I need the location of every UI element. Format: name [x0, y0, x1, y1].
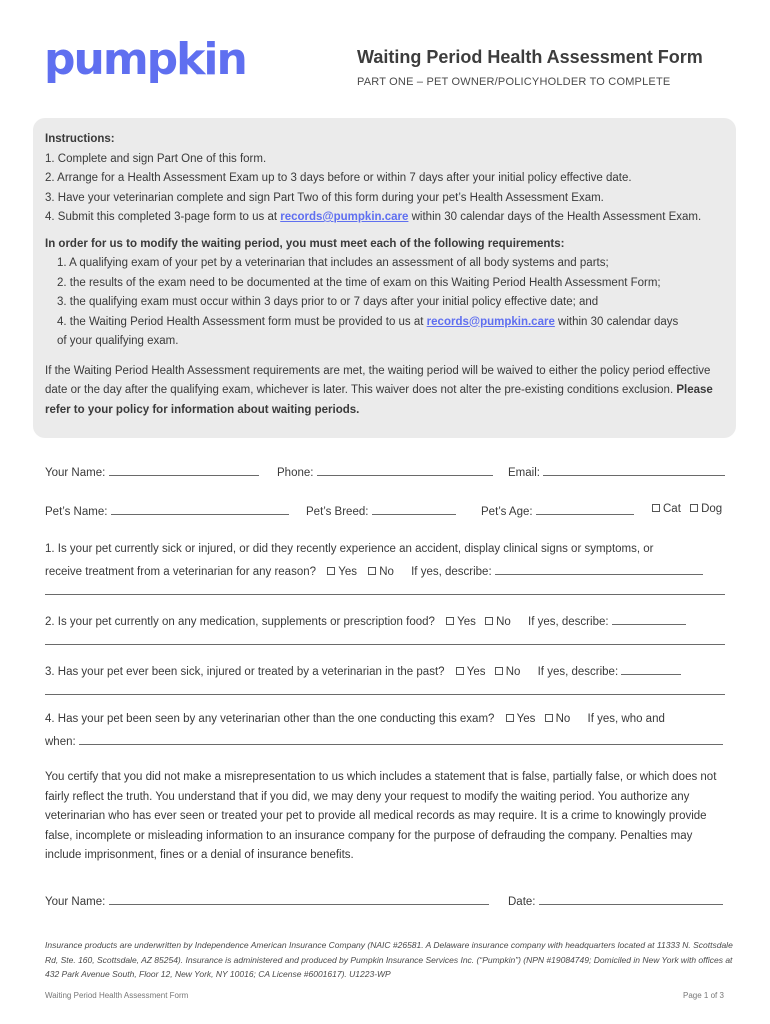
q1-no-label: No [379, 566, 394, 578]
waiver-text [45, 362, 724, 421]
requirement-item: 3. the qualifying exam must occur within 3 days prior to or 7 days after your initial policy effective date; and [57, 296, 599, 308]
requirements-heading: In order for us to modify the waiting period, you must meet each of the following requirements: [45, 237, 565, 250]
req4-text: 4. the Waiting Period Health Assessment form must be provided to us at [57, 315, 427, 328]
signature-date-field [508, 893, 723, 908]
email-label: Email: [508, 467, 540, 479]
q1-describe-line-2[interactable] [45, 594, 725, 595]
instruction-step: 3. Have your veterinarian complete and sign Part Two of this form during your pet’s Health Assessment Exam. [45, 191, 604, 204]
question-3-text: 3. Has your pet ever been sick, injured or treated by a veterinarian in the past? [45, 666, 445, 678]
q2-no-checkbox[interactable] [485, 617, 493, 625]
instructions-panel [33, 118, 736, 438]
q4-no-checkbox[interactable] [545, 714, 553, 722]
requirement-item: 1. A qualifying exam of your pet by a veterinarian that includes an assessment of all body systems and parts; [57, 257, 609, 269]
cat-label: Cat [663, 503, 681, 515]
pets-breed-input[interactable] [372, 503, 456, 515]
footer-page-number: Page 1 of 3 [683, 991, 724, 1000]
q2-no-label: No [496, 616, 511, 628]
email-field [508, 464, 725, 479]
q3-no-checkbox[interactable] [495, 667, 503, 675]
pets-name-input[interactable] [111, 503, 289, 515]
dog-label: Dog [701, 503, 723, 515]
step4-text-after: within 30 calendar days of the Health Assessment Exam. [408, 211, 702, 223]
instruction-step: 2. Arrange for a Health Assessment Exam up to 3 days before or within 7 days after your initial policy effective date. [45, 172, 632, 184]
pets-name-label: Pet’s Name: [45, 506, 108, 518]
certification-text [45, 768, 725, 866]
step4-text: 4. Submit this completed 3-page form to us at [45, 211, 281, 223]
q3-yes-label: Yes [466, 666, 486, 678]
pets-age-label: Pet’s Age: [481, 506, 533, 518]
phone-input[interactable] [317, 464, 493, 476]
q2-describe-label: If yes, describe: [528, 616, 609, 628]
phone-label: Phone: [277, 467, 314, 479]
waiver-bold: Please refer to your policy for information about waiting periods. [45, 384, 713, 416]
q1-describe-input[interactable] [495, 563, 703, 575]
page-title: Waiting Period Health Assessment Form [357, 47, 703, 67]
q3-describe-input[interactable] [621, 663, 681, 675]
phone-field [277, 464, 493, 479]
requirement-item [45, 313, 724, 333]
pets-breed-field [306, 503, 456, 518]
page-subtitle: PART ONE – PET OWNER/POLICYHOLDER TO COMPLETE [357, 76, 671, 88]
signature-date-label: Date: [508, 896, 536, 908]
pets-age-field [481, 503, 634, 518]
waiver-body: If the Waiting Period Health Assessment requirements are met, the waiting period will be waived to either the policy period effective date or the day after the qualifying exam, whichever is later. This waiver does not alter the pre-existing conditions exclusion. [45, 364, 711, 396]
your-name-field [45, 464, 259, 479]
q1-describe-label: If yes, describe: [411, 566, 492, 578]
req4-text-after: within 30 calendar days [554, 315, 679, 328]
signature-name-label: Your Name: [45, 896, 106, 908]
email-input[interactable] [543, 464, 725, 476]
q4-yes-label: Yes [516, 713, 536, 725]
certification-paragraph: You certify that you did not make a misrepresentation to us which includes a statement that is false, partially false, or which does not fairly reflect the truth. You understand that if you did, we may deny your request to modify the waiting period. You authorize any veterinarian who has ever seen or treated your pet to provide all medical records as may require. It is a crime to knowingly provide false, incomplete or misleading information to an insurance company for the purpose of defrauding the company. Penalties may include imprisonment, fines or a denial of insurance benefits. [45, 771, 717, 861]
pets-breed-label: Pet’s Breed: [306, 506, 369, 518]
pumpkin-logo: pumpkin [44, 34, 246, 85]
requirement-item: 2. the results of the exam need to be documented at the time of exam on this Waiting Period Health Assessment Form; [57, 276, 661, 289]
pets-name-field [45, 503, 289, 518]
q3-yes-checkbox[interactable] [456, 667, 464, 675]
q2-describe-input[interactable] [612, 613, 686, 625]
question-4-when-row [45, 733, 723, 748]
footer-form-name: Waiting Period Health Assessment Form [45, 991, 189, 1000]
q3-no-label: No [505, 666, 521, 678]
instructions-heading: Instructions: [45, 133, 115, 145]
q3-describe-line-2[interactable] [45, 694, 725, 695]
species-options [652, 503, 722, 515]
fine-print [45, 938, 735, 982]
q4-no-label: No [555, 713, 571, 725]
q2-yes-label: Yes [457, 616, 476, 628]
q1-yes-label: Yes [338, 566, 357, 578]
question-2-text: 2. Is your pet currently on any medication, supplements or prescription food? [45, 616, 435, 628]
records-email-link-2[interactable]: records@pumpkin.care [426, 315, 555, 328]
question-4-row [45, 713, 665, 725]
instruction-step: 1. Complete and sign Part One of this form. [45, 152, 267, 165]
signature-name-input[interactable] [109, 893, 489, 905]
q1-no-checkbox[interactable] [368, 567, 376, 575]
fine-print-text: Insurance products are underwritten by Independence American Insurance Company (NAIC #26581. A Delaware insurance company with headquarters located at 11333 N. Scottsdale Rd, Ste. 160, Scottsdale, AZ 85254). Insurance is administered and produced by Pumpkin Insurance Services Inc. (“Pumpkin”) (NPN #19084749; Domiciled in New York with offices at 432 Park Avenue South, Floor 12, New York, NY 10016; CA License #6001617). U1223-WP [45, 940, 733, 979]
pets-age-input[interactable] [536, 503, 634, 515]
dog-checkbox[interactable] [690, 504, 698, 512]
signature-date-input[interactable] [539, 893, 723, 905]
your-name-input[interactable] [109, 464, 259, 476]
q4-yes-checkbox[interactable] [506, 714, 514, 722]
q3-describe-label: If yes, describe: [537, 666, 619, 678]
instruction-step [45, 208, 724, 228]
question-1-continued: receive treatment from a veterinarian for any reason? [45, 566, 317, 578]
question-3-row [45, 663, 681, 678]
q4-who-label: If yes, who and [587, 713, 665, 725]
your-name-label: Your Name: [45, 467, 106, 479]
q2-yes-checkbox[interactable] [446, 617, 454, 625]
question-2-row [45, 613, 686, 628]
q2-describe-line-2[interactable] [45, 644, 725, 645]
question-1-line2 [45, 563, 703, 578]
requirement-continuation: of your qualifying exam. [57, 335, 179, 347]
question-4-text: 4. Has your pet been seen by any veterinarian other than the one conducting this exam? [45, 713, 495, 725]
records-email-link[interactable]: records@pumpkin.care [280, 211, 409, 223]
question-1-text: 1. Is your pet currently sick or injured, or did they recently experience an accident, display clinical signs or symptoms, or [45, 543, 654, 555]
q4-when-label: when: [45, 736, 76, 748]
cat-checkbox[interactable] [652, 504, 660, 512]
signature-name-field [45, 893, 489, 908]
q1-yes-checkbox[interactable] [327, 567, 335, 575]
q4-when-input[interactable] [79, 733, 723, 745]
